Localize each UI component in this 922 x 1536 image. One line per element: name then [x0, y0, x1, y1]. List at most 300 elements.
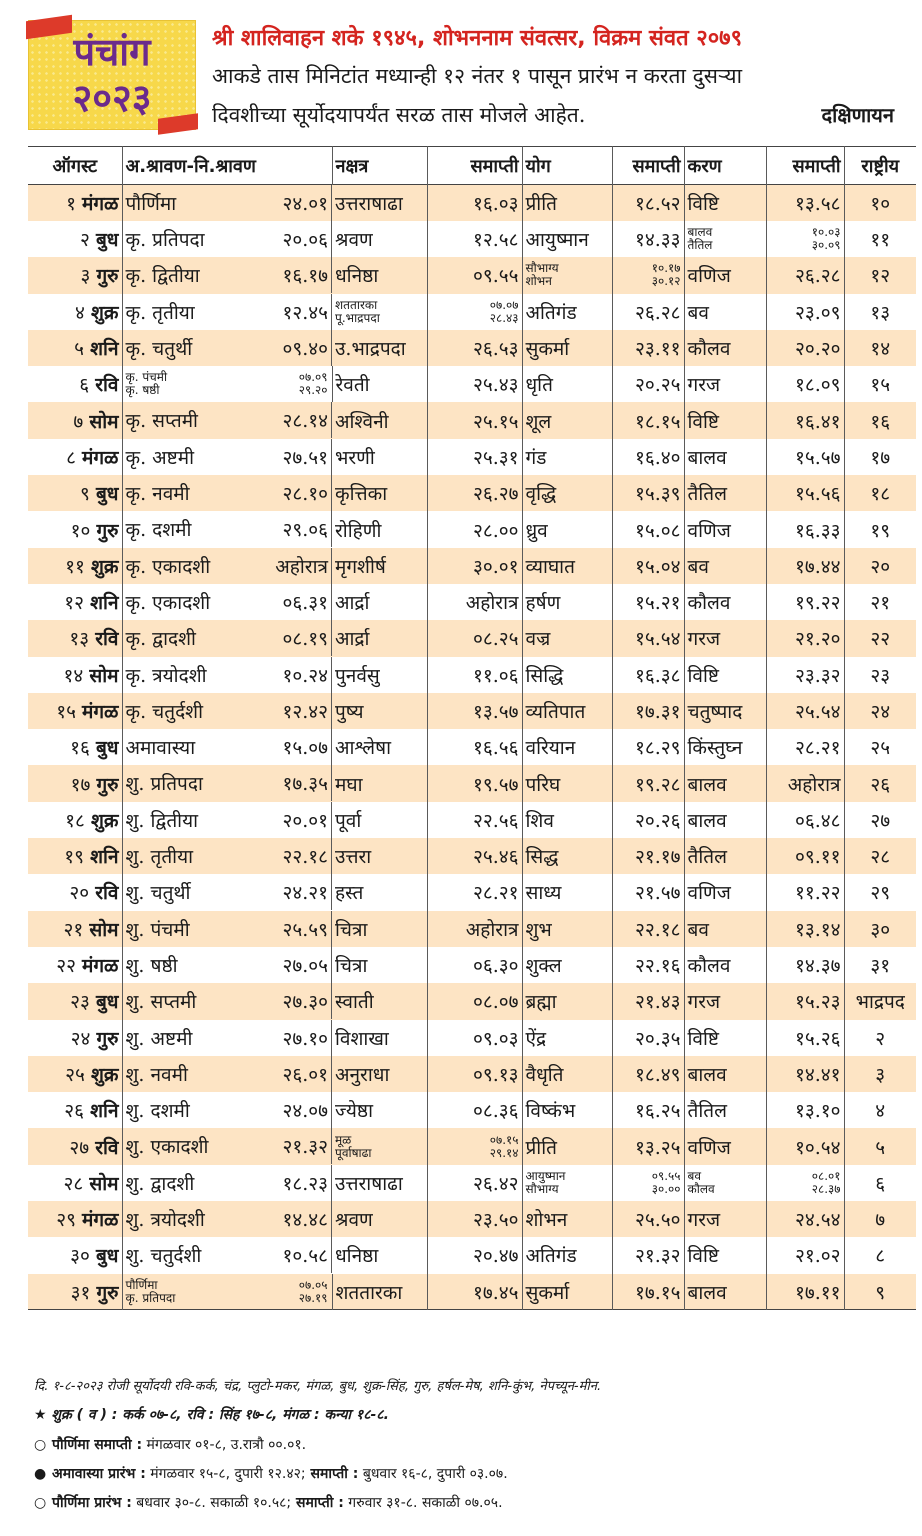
karan-end-cell-line: ०८.०१: [811, 1168, 841, 1183]
tithi-end: २२.१८: [282, 846, 328, 869]
date-number: २७: [69, 1136, 90, 1159]
date-number: २०: [69, 882, 90, 905]
tithi-cell: [123, 1092, 333, 1128]
nakshatra-end-cell: ०८.०७: [427, 983, 522, 1019]
col-header-date: ऑगस्ट: [28, 147, 122, 185]
weekday: गुरु: [96, 265, 119, 288]
nakshatra-end-cell: ०९.१३: [427, 1056, 522, 1092]
date-number: १: [66, 193, 76, 215]
tithi-name: शु. चतुर्थी: [125, 882, 191, 905]
national-date-cell: १०: [870, 193, 891, 215]
yoga-end-cell: २०.२५: [612, 366, 684, 402]
table-row: [28, 874, 916, 910]
karan-cell: विष्टि: [684, 402, 766, 438]
national-date-cell: १८: [870, 483, 891, 506]
tithi-end: २६.०१: [282, 1063, 328, 1086]
tithi-cell: [123, 729, 333, 765]
tithi-name: कृ. त्रयोदशी: [125, 664, 207, 687]
karan-cell-line: कौलव: [687, 1181, 715, 1196]
national-date-cell: ४: [875, 1100, 886, 1123]
table-row: [28, 657, 916, 693]
nakshatra-end-cell: ०९.५५: [427, 257, 522, 293]
date-number: १५: [56, 701, 76, 723]
tithi-cell-line: कृ. पंचमी: [125, 370, 168, 385]
table-row: [28, 838, 916, 874]
yoga-cell: सिद्धि: [522, 657, 612, 693]
yoga-cell: वैधृति: [522, 1056, 612, 1092]
tithi-name: शु. सप्तमी: [125, 991, 197, 1014]
tithi-cell: [123, 1128, 333, 1164]
national-date-cell: ७: [875, 1209, 886, 1232]
karan-end-cell: १५.२३: [766, 983, 844, 1019]
tithi-end: २७.५१: [282, 446, 328, 469]
yoga-cell: हर्षण: [522, 584, 612, 620]
nakshatra-cell: हस्त: [332, 874, 427, 910]
national-date-cell: २८: [870, 846, 891, 869]
tithi-name: शु. तृतीया: [125, 846, 194, 869]
yoga-cell-line: सौभाग्य: [525, 261, 559, 276]
nakshatra-cell: [332, 1128, 427, 1164]
karan-cell-line: बव: [687, 1168, 702, 1183]
karan-end-cell: २१.२०: [766, 620, 844, 656]
weekday: रवि: [95, 1136, 119, 1159]
logo-corner-decoration: [158, 113, 198, 135]
date-number: २: [80, 229, 90, 252]
tithi-name: शु. पंचमी: [125, 918, 190, 941]
tithi-cell: [123, 657, 333, 693]
nakshatra-end-cell: २०.४७: [427, 1237, 522, 1273]
table-row: [28, 911, 916, 947]
karan-end-cell: २१.०२: [766, 1237, 844, 1273]
tithi-name: शु. त्रयोदशी: [125, 1209, 205, 1232]
nakshatra-cell: आर्द्रा: [332, 584, 427, 620]
tithi-name: कृ. द्वितीया: [125, 265, 200, 288]
new-moon-icon: ●: [34, 1466, 47, 1482]
yoga-end-cell-line: ०९.५५: [651, 1168, 681, 1183]
weekday: मंगळ: [82, 193, 119, 215]
nakshatra-end-cell: २६.४२: [427, 1165, 522, 1201]
tithi-cell: [122, 1274, 332, 1310]
karan-end-cell: २५.५४: [766, 693, 844, 729]
tithi-name: शु. एकादशी: [125, 1136, 209, 1159]
tithi-name: शु. चतुर्दशी: [125, 1245, 202, 1268]
nakshatra-cell: अनुराधा: [332, 1056, 427, 1092]
karan-end-cell: १७.४४: [766, 548, 844, 584]
national-date-cell: ११: [870, 229, 891, 252]
yoga-end-cell: २५.५०: [612, 1201, 684, 1237]
nakshatra-cell: रोहिणी: [332, 511, 427, 547]
weekday: गुरु: [96, 1027, 119, 1050]
nakshatra-cell-line: पू.भाद्रपदा: [335, 310, 380, 325]
tithi-cell: [123, 1201, 333, 1237]
tithi-cell: [123, 947, 333, 983]
karan-end-cell: ०९.११: [766, 838, 844, 874]
national-date-cell: ३१: [870, 955, 891, 978]
tithi-end: १८.२३: [282, 1172, 328, 1195]
national-date-cell: ५: [875, 1136, 886, 1159]
yoga-end-cell: १५.३९: [612, 475, 684, 511]
new-moon-note: ● अमावास्या प्रारंभ : मंगळवार १५-८, दुपारी १२.४२; समाप्ती : बुधवार १६-८, दुपारी ०३.०७.: [34, 1466, 508, 1482]
tithi-name: कृ. एकादशी: [125, 555, 211, 578]
nakshatra-end-cell: [427, 1128, 522, 1164]
date-cell: [28, 294, 122, 330]
date-number: १९: [64, 846, 85, 869]
date-number: ५: [74, 338, 85, 361]
karan-cell: कौलव: [684, 330, 766, 366]
date-cell: [28, 1274, 122, 1310]
table-row: [28, 294, 916, 330]
page-header: [0, 0, 922, 140]
tithi-end: १२.४२: [282, 700, 328, 723]
karan-end-cell: १५.५६: [766, 475, 844, 511]
table-row: [28, 1237, 916, 1273]
tithi-end: १२.४५: [282, 301, 328, 324]
date-number: १४: [63, 664, 84, 687]
yoga-end-cell: १५.०४: [612, 548, 684, 584]
yoga-end-cell: १८.५२: [612, 185, 684, 222]
weekday: शनि: [90, 592, 119, 615]
col-header-yoga: योग: [522, 147, 612, 185]
tithi-name: शु. दशमी: [125, 1100, 190, 1123]
col-header-nakshatra: नक्षत्र: [332, 147, 427, 185]
tithi-end: २५.५९: [282, 918, 328, 941]
karan-cell: बालव: [684, 1056, 766, 1092]
national-date-cell: ९: [875, 1281, 886, 1304]
karan-cell: तैतिल: [684, 838, 766, 874]
karan-end-cell: [766, 1165, 844, 1201]
yoga-cell: शुभ: [522, 911, 612, 947]
weekday: शनि: [90, 1100, 119, 1123]
date-cell: [28, 1237, 122, 1273]
yoga-cell: शिव: [522, 802, 612, 838]
table-row: [28, 1128, 916, 1164]
tithi-cell: [123, 1020, 333, 1056]
yoga-cell: व्याघात: [522, 548, 612, 584]
tithi-end-line: ०७.०९: [298, 370, 328, 385]
karan-end-cell: १४.४१: [766, 1056, 844, 1092]
tithi-cell: [123, 1237, 333, 1273]
tithi-cell: [123, 257, 333, 293]
karan-cell: विष्टि: [684, 1237, 766, 1273]
karan-end-cell: १५.५७: [766, 439, 844, 475]
date-number: ४: [75, 301, 85, 324]
nakshatra-cell: कृत्तिका: [332, 475, 427, 511]
tithi-end: २४.२१: [282, 882, 328, 905]
karan-end-cell: १९.२२: [766, 584, 844, 620]
tithi-end: ०९.४०: [282, 337, 328, 360]
table-row: [28, 439, 916, 475]
ayana-label: दक्षिणायन: [821, 103, 894, 127]
date-cell: [28, 1201, 122, 1237]
tithi-end: अहोरात्र: [275, 555, 328, 578]
tithi-cell: [123, 838, 333, 874]
nakshatra-cell: आश्लेषा: [332, 729, 427, 765]
date-number: ३: [80, 265, 91, 288]
karan-end-cell: २६.२८: [766, 257, 844, 293]
yoga-end-cell: १७.३१: [612, 693, 684, 729]
karan-cell: तैतिल: [684, 475, 766, 511]
yoga-end-cell-line: ३०.००: [651, 1181, 681, 1196]
nakshatra-end-cell: १२.५८: [427, 221, 522, 257]
table-row: [28, 584, 916, 620]
tithi-name: पौर्णिमा: [125, 193, 177, 215]
yoga-cell: वरियान: [522, 729, 612, 765]
yoga-cell: प्रीति: [522, 185, 612, 222]
national-date-cell: १९: [870, 519, 891, 542]
karan-cell: विष्टि: [684, 657, 766, 693]
date-number: ७: [73, 410, 84, 433]
tithi-end: ०८.१९: [282, 628, 328, 651]
table-row: [28, 693, 916, 729]
karan-end-cell: १६.३३: [766, 511, 844, 547]
yoga-end-cell: १९.२८: [612, 765, 684, 801]
footer-notes: [34, 1376, 894, 1522]
nakshatra-end-cell: १६.५६: [427, 729, 522, 765]
yoga-end-cell: १६.२५: [612, 1092, 684, 1128]
nakshatra-cell: शततारका: [332, 1274, 427, 1310]
date-number: २५: [65, 1063, 85, 1086]
tithi-end: २०.०६: [282, 229, 328, 251]
karan-end-cell: २३.०९: [766, 294, 844, 330]
date-number: १७: [70, 773, 91, 796]
yoga-cell: परिघ: [522, 765, 612, 801]
panchang-table: [28, 146, 916, 1310]
weekday: सोम: [89, 410, 119, 433]
karan-end-cell-line: ३०.०९: [811, 238, 841, 253]
yoga-end-cell: १७.१५: [612, 1274, 684, 1310]
nakshatra-cell: धनिष्ठा: [332, 257, 427, 293]
tithi-cell: [123, 1165, 333, 1201]
table-row: [28, 257, 916, 293]
yoga-cell: वज्र: [522, 620, 612, 656]
yoga-end-cell: १६.४०: [612, 439, 684, 475]
national-date-cell: २६: [870, 773, 891, 796]
yoga-end-cell: १५.२१: [612, 584, 684, 620]
tithi-end: १०.२४: [282, 664, 328, 687]
nakshatra-end-cell: ०६.३०: [427, 947, 522, 983]
date-number: ६: [79, 374, 90, 397]
yoga-cell: सिद्ध: [522, 838, 612, 874]
tithi-cell-line: कृ. षष्ठी: [125, 383, 160, 398]
karan-end-cell-line: १०.०३: [811, 225, 841, 240]
table-row: [28, 185, 916, 222]
nakshatra-cell: मृगशीर्ष: [332, 548, 427, 584]
nakshatra-end-cell: २३.५०: [427, 1201, 522, 1237]
nakshatra-end-cell: ११.०६: [427, 657, 522, 693]
yoga-cell: शुक्ल: [522, 947, 612, 983]
planet-transits-note: ★ शुक्र ( व ) : कर्क ०७-८, रवि : सिंह १७-८, मंगळ : कन्या १८-८.: [34, 1407, 389, 1423]
yoga-end-cell: २१.५७: [612, 874, 684, 910]
tithi-cell: [123, 874, 333, 910]
tithi-cell: [122, 366, 332, 402]
national-date-cell: १५: [870, 374, 891, 397]
nakshatra-end-cell: १३.५७: [427, 693, 522, 729]
weekday: बुध: [95, 991, 119, 1014]
yoga-end-cell: २१.३२: [612, 1237, 684, 1273]
nakshatra-cell: श्रवण: [332, 1201, 427, 1237]
date-number: १३: [69, 628, 90, 651]
yoga-cell-line: आयुष्मान: [525, 1168, 566, 1183]
tithi-name: कृ. एकादशी: [125, 591, 211, 614]
nakshatra-cell: स्वाती: [332, 983, 427, 1019]
weekday: रवि: [95, 374, 119, 397]
weekday: मंगळ: [82, 446, 119, 469]
time-note-line2: दिवशीच्या सूर्योदयापर्यंत सरळ तास मोजले आहेत.: [212, 103, 586, 127]
nakshatra-end-cell: २६.५३: [427, 330, 522, 366]
national-date-cell: २५: [870, 737, 891, 760]
tithi-cell: [123, 1056, 333, 1092]
table-row: [28, 983, 916, 1019]
tithi-end: ०६.३१: [282, 591, 328, 614]
date-number: १८: [65, 809, 85, 832]
date-number: १६: [70, 737, 90, 760]
nakshatra-cell: पुष्य: [332, 693, 427, 729]
tithi-cell: [123, 402, 333, 438]
full-moon-end-note: ○ पौर्णिमा समाप्ती : मंगळवार ०१-८, उ.रात्रौ ००.०१.: [34, 1437, 307, 1453]
yoga-cell-line: शोभन: [525, 274, 552, 289]
tithi-end: १५.०७: [282, 737, 328, 760]
nakshatra-end-cell: २५.१५: [427, 402, 522, 438]
nakshatra-cell-line: मूळ: [335, 1132, 352, 1147]
nakshatra-cell: उ.भाद्रपदा: [332, 330, 427, 366]
logo-year: २०२३: [72, 76, 152, 120]
full-moon-start-note: ○ पौर्णिमा प्रारंभ : बधवार ३०-८. सकाळी १०.५८; समाप्ती : गरुवार ३१-८. सकाळी ०७.०५.: [34, 1495, 503, 1511]
karan-cell: वणिज: [684, 257, 766, 293]
tithi-name: शु. षष्ठी: [125, 954, 178, 977]
tithi-cell: [123, 584, 333, 620]
karan-cell: [684, 221, 766, 257]
nakshatra-end-cell-line: २८.४३: [489, 310, 519, 325]
tithi-end: २४.०१: [282, 193, 328, 215]
yoga-end-cell: २०.३५: [612, 1020, 684, 1056]
yoga-end-cell: २३.११: [612, 330, 684, 366]
date-number: ३१: [70, 1281, 91, 1304]
date-cell: [28, 185, 122, 222]
date-cell: [28, 257, 122, 293]
date-cell: [28, 475, 122, 511]
tithi-cell: [123, 185, 333, 221]
full-moon-icon: ○: [34, 1437, 47, 1453]
tithi-end: २८.१०: [282, 483, 328, 506]
nakshatra-cell: श्रवण: [332, 221, 427, 257]
tithi-cell: [123, 294, 333, 330]
weekday: गुरु: [96, 519, 119, 542]
tithi-end: २९.०६: [282, 519, 328, 542]
yoga-cell: ब्रह्मा: [522, 983, 612, 1019]
yoga-end-cell: १५.५४: [612, 620, 684, 656]
karan-end-cell: १३.१४: [766, 911, 844, 947]
nakshatra-cell: रेवती: [332, 366, 427, 402]
karan-cell: वणिज: [684, 874, 766, 910]
date-cell: [28, 1092, 122, 1128]
karan-cell: बालव: [684, 802, 766, 838]
yoga-end-cell-line: ३०.१२: [651, 274, 681, 289]
tithi-cell: [123, 475, 333, 511]
karan-cell: बव: [684, 294, 766, 330]
national-date-cell: २३: [870, 664, 891, 687]
date-number: २६: [64, 1100, 85, 1123]
date-number: १०: [70, 519, 91, 542]
nakshatra-end-cell-line: २९.१४: [489, 1145, 519, 1160]
nakshatra-end-cell: ०८.३६: [427, 1092, 522, 1128]
table-row: [28, 475, 916, 511]
weekday: गुरु: [96, 773, 119, 796]
logo-title: पंचांग: [73, 30, 151, 74]
yoga-end-cell: २१.४३: [612, 983, 684, 1019]
yoga-end-cell: २०.२६: [612, 802, 684, 838]
national-date-cell: २९: [870, 882, 891, 905]
karan-end-cell: ०६.४८: [766, 802, 844, 838]
weekday: मंगळ: [82, 955, 119, 978]
date-cell: [28, 620, 122, 656]
yoga-cell: विष्कंभ: [522, 1092, 612, 1128]
date-number: २९: [56, 1209, 76, 1232]
yoga-cell-line: सौभाग्य: [525, 1181, 559, 1196]
tithi-cell: [123, 802, 333, 838]
yoga-end-cell: २२.१८: [612, 911, 684, 947]
karan-end-cell: १०.५४: [766, 1128, 844, 1164]
table-row: [28, 1020, 916, 1056]
yoga-end-cell-line: १०.१७: [651, 261, 681, 276]
nakshatra-end-cell-line: ०७.०७: [489, 297, 519, 312]
yoga-cell: सुकर्मा: [522, 330, 612, 366]
nakshatra-cell-line: पूर्वाषाढा: [335, 1145, 372, 1160]
karan-end-cell: १७.११: [766, 1274, 844, 1310]
nakshatra-end-cell: १७.४५: [427, 1274, 522, 1310]
yoga-cell: सुकर्मा: [522, 1274, 612, 1310]
planet-positions-note: दि. १-८-२०२३ रोजी सूर्योदयी रवि-कर्क, चंद्र, प्लुटो-मकर, मंगळ, बुध, शुक्र-सिंह, गुरु, हर्षल-मेष, शनि-कुंभ, नेपच्यून-मीन.: [34, 1379, 602, 1394]
tithi-cell: [123, 765, 333, 801]
date-cell: [28, 1128, 122, 1164]
weekday: बुध: [95, 229, 119, 252]
karan-end-cell: १३.५८: [766, 185, 844, 222]
nakshatra-cell: [332, 294, 427, 330]
national-date-cell: १३: [870, 301, 891, 324]
national-date-cell: ३०: [870, 918, 891, 941]
yoga-cell: ध्रुव: [522, 511, 612, 547]
tithi-end: २४.०७: [282, 1100, 328, 1123]
karan-end-cell: १८.०९: [766, 366, 844, 402]
table-row: [28, 947, 916, 983]
col-header-yoga-end: समाप्ती: [612, 147, 684, 185]
weekday: सोम: [89, 918, 119, 941]
karan-end-cell: ११.२२: [766, 874, 844, 910]
karan-cell: बालव: [684, 439, 766, 475]
weekday: शनि: [90, 338, 119, 361]
tithi-end: २७.३०: [282, 991, 328, 1014]
date-cell: [28, 911, 122, 947]
tithi-name: शु. द्वितीया: [125, 809, 199, 832]
yoga-cell: [522, 257, 612, 293]
tithi-name: कृ. तृतीया: [125, 301, 195, 324]
tithi-end: २८.१४: [282, 410, 328, 433]
date-number: २४: [70, 1027, 91, 1050]
national-date-cell: भाद्रपद: [855, 991, 905, 1014]
date-number: २२: [56, 955, 76, 978]
tithi-cell: [123, 911, 333, 947]
table-row: [28, 402, 916, 438]
date-cell: [28, 693, 122, 729]
date-cell: [28, 802, 122, 838]
tithi-name: शु. द्वादशी: [125, 1172, 195, 1195]
tithi-name: कृ. चतुर्दशी: [125, 700, 203, 723]
tithi-end: १०.५८: [282, 1245, 328, 1268]
nakshatra-end-cell: २८.००: [427, 511, 522, 547]
national-date-cell: १२: [870, 265, 891, 288]
date-cell: [28, 511, 122, 547]
date-cell: [28, 1056, 122, 1092]
nakshatra-end-cell: २६.२७: [427, 475, 522, 511]
